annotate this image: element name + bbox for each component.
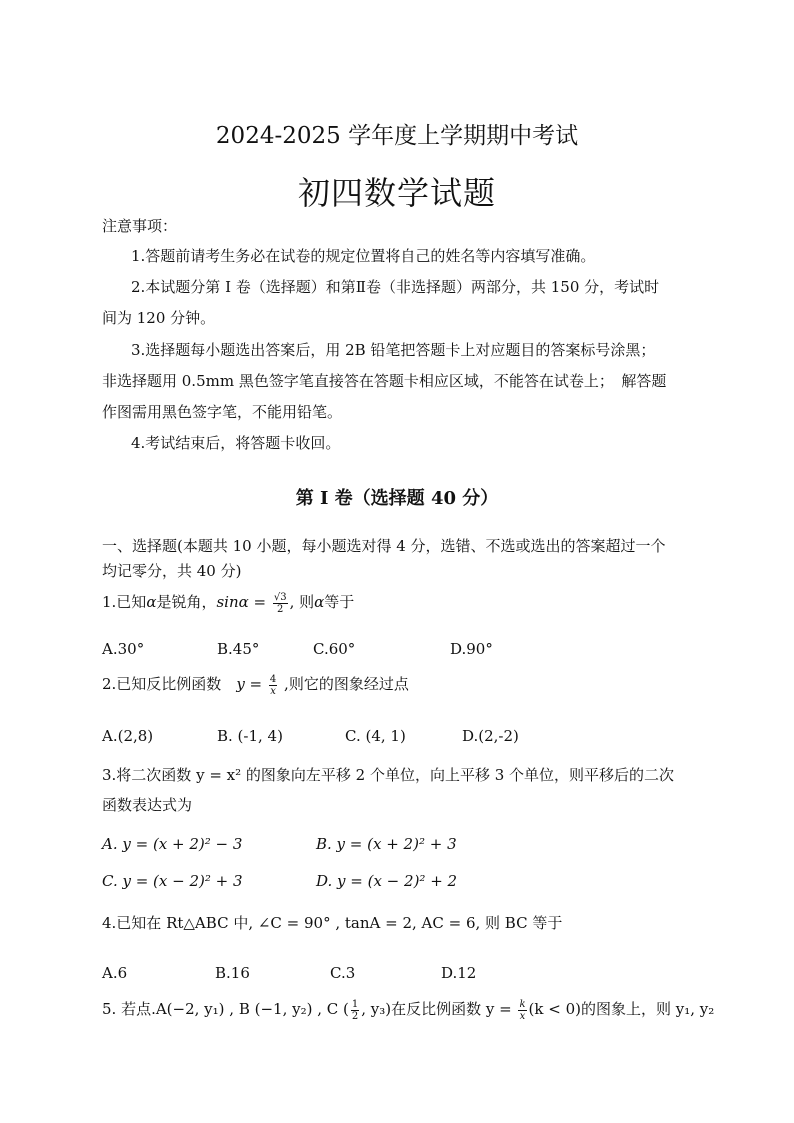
notice-item-4: 4.考试结束后，将答题卡收回。 — [131, 434, 341, 452]
notice-item-3-line1: 3.选择题每小题选出答案后，用 2B 铅笔把答题卡上对应题目的答案标号涂黑； — [131, 341, 656, 359]
notice-item-2-line1: 2.本试题分第 I 卷（选择题）和第Ⅱ卷（非选择题）两部分，共 150 分，考试时 — [131, 278, 660, 296]
q1-option-d: D.90° — [450, 640, 493, 658]
notice-item-3-line3: 作图需用黑色签字笔，不能用铅笔。 — [102, 403, 343, 421]
question-3-line1: 3.将二次函数 y = x² 的图象向左平移 2 个单位，向上平移 3 个单位，则平移后的二次 — [102, 766, 675, 784]
q3-option-b: B. y = (x + 2)² + 3 — [316, 835, 457, 853]
q4-option-c: C.3 — [330, 964, 356, 982]
question-5-stem: 5. 若点.A(−2, y₁) , B (−1, y₂) , C ( $\frac{1}{2}$ , y₃)在反比例函数 y = $\frac{k}{x}$ (k < 0)的图象上，则 y₁, y₂ — [102, 998, 715, 1022]
q5-fraction-kx: $\frac{k}{x}$ — [519, 998, 526, 1022]
q3-option-a: A. y = (x + 2)² − 3 — [102, 835, 243, 853]
notice-item-1: 1.答题前请考生务必在试卷的规定位置将自己的姓名等内容填写准确。 — [131, 247, 596, 265]
section-title: 第 I 卷（选择题 40 分） — [295, 488, 499, 509]
q4-option-d: D.12 — [441, 964, 477, 982]
question-2-stem: 2.已知反比例函数 y = $\frac{4}{x}$ ,则它的图象经过点 — [102, 673, 409, 697]
question-4-stem: 4.已知在 Rt△ABC 中, ∠C = 90° , tanA = 2, AC = 6, 则 BC 等于 — [102, 914, 563, 932]
notice-item-2-line2: 间为 120 分钟。 — [102, 309, 216, 327]
q5-fraction-half: $\frac{1}{2}$ — [351, 998, 359, 1022]
q1-option-c: C.60° — [313, 640, 356, 658]
q2-option-c: C. (4, 1) — [345, 727, 406, 745]
section-instruction-line2: 均记零分，共 40 分) — [102, 562, 242, 580]
q3-option-d: D. y = (x − 2)² + 2 — [316, 872, 458, 890]
question-1-stem: 1.已知α是锐角，sinα = $\frac{√3}{2}$ , 则α等于 — [102, 591, 355, 615]
q2-option-d: D.(2,-2) — [462, 727, 519, 745]
paper-title: 初四数学试题 — [297, 174, 496, 212]
notice-heading: 注意事项： — [102, 217, 178, 235]
question-3-line2: 函数表达式为 — [102, 796, 193, 814]
q2-fraction: $\frac{4}{x}$ — [269, 673, 277, 697]
section-instruction-line1: 一、选择题(本题共 10 小题，每小题选对得 4 分，选错、不选或选出的答案超过一个 — [102, 537, 666, 555]
q1-option-a: A.30° — [102, 640, 145, 658]
q2-option-a: A.(2,8) — [102, 727, 154, 745]
q1-option-b: B.45° — [217, 640, 260, 658]
q3-option-c: C. y = (x − 2)² + 3 — [102, 872, 243, 890]
q4-option-a: A.6 — [102, 964, 128, 982]
notice-item-3-line2: 非选择题用 0.5mm 黑色签字笔直接答在答题卡相应区域，不能答在试卷上； 解答题 — [102, 372, 667, 390]
sin-fraction: $\frac{√3}{2}$ — [273, 591, 287, 615]
exam-title: 2024-2025 学年度上学期期中考试 — [215, 123, 579, 149]
q2-option-b: B. (-1, 4) — [217, 727, 283, 745]
q4-option-b: B.16 — [215, 964, 250, 982]
